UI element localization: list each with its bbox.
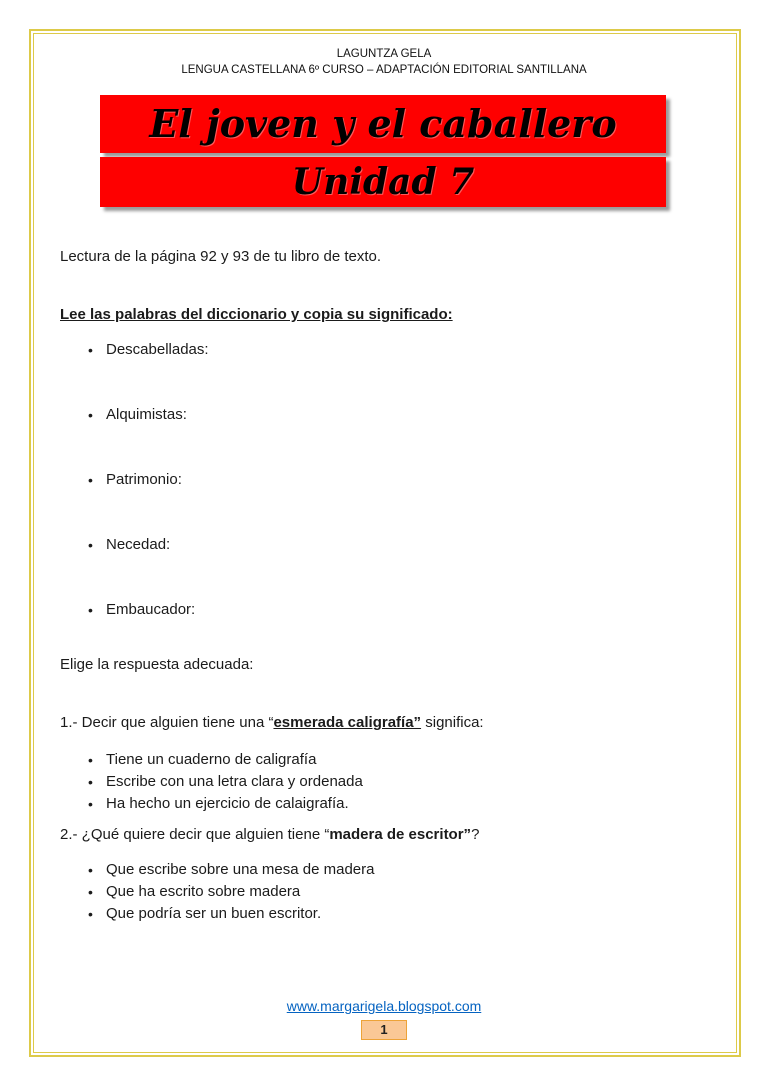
dictionary-word-label: Necedad: <box>106 536 171 553</box>
dictionary-word-label: Embaucador: <box>106 601 196 618</box>
dictionary-word-item <box>88 341 708 359</box>
banner-subtitle: Unidad 7 <box>291 161 475 203</box>
question-1 <box>60 714 708 732</box>
option-item <box>88 881 708 903</box>
option-item <box>88 771 708 793</box>
option-label: Que escribe sobre una mesa de madera <box>106 861 375 878</box>
question-1-suffix: significa: <box>421 714 484 731</box>
question-2-prefix: 2.- ¿Qué quiere decir que alguien tiene “ <box>60 826 330 843</box>
bullet-icon: • <box>88 342 93 358</box>
document-header <box>60 40 708 78</box>
dictionary-word-label: Alquimistas: <box>106 406 187 423</box>
bullet-icon: • <box>88 602 93 618</box>
question-1-highlight: esmerada caligrafía” <box>273 714 422 731</box>
question-2-highlight: madera de escritor” <box>329 826 472 843</box>
dictionary-section-heading: Lee las palabras del diccionario y copia su significado: <box>60 306 453 323</box>
question-2-options <box>60 859 708 925</box>
choose-section-heading: Elige la respuesta adecuada: <box>60 656 254 673</box>
option-item <box>88 903 708 925</box>
footer-link[interactable]: www.margarigela.blogspot.com <box>286 998 482 1014</box>
bullet-icon: • <box>88 862 93 878</box>
question-1-prefix: 1.- Decir que alguien tiene una “ <box>60 714 274 731</box>
page-number: 1 <box>380 1022 388 1037</box>
dictionary-word-item <box>88 601 708 619</box>
intro-text: Lectura de la página 92 y 93 de tu libro de texto. <box>60 248 382 265</box>
dictionary-word-label: Descabelladas: <box>106 341 209 358</box>
option-label: Escribe con una letra clara y ordenada <box>106 773 363 790</box>
dictionary-word-item <box>88 536 708 554</box>
page-content <box>60 40 708 925</box>
header-line-2: LENGUA CASTELLANA 6º CURSO – ADAPTACIÓN EDITORIAL SANTILLANA <box>181 64 587 76</box>
banner-title: El joven y el caballero <box>149 101 617 146</box>
title-banner <box>100 95 666 207</box>
dictionary-word-item <box>88 406 708 424</box>
option-label: Tiene un cuaderno de caligrafía <box>106 751 317 768</box>
banner-bar-top <box>100 95 666 153</box>
option-item <box>88 793 708 815</box>
page-footer <box>0 998 768 1040</box>
dictionary-word-label: Patrimonio: <box>106 471 182 488</box>
question-2-suffix: ? <box>471 826 480 843</box>
option-item <box>88 859 708 881</box>
header-line-1: LAGUNTZA GELA <box>336 48 432 60</box>
bullet-icon: • <box>88 774 93 790</box>
bullet-icon: • <box>88 752 93 768</box>
bullet-icon: • <box>88 472 93 488</box>
dictionary-word-list <box>60 341 708 619</box>
bullet-icon: • <box>88 537 93 553</box>
option-label: Ha hecho un ejercicio de calaigrafía. <box>106 795 349 812</box>
bullet-icon: • <box>88 796 93 812</box>
dictionary-word-item <box>88 471 708 489</box>
bullet-icon: • <box>88 906 93 922</box>
option-item <box>88 749 708 771</box>
bullet-icon: • <box>88 884 93 900</box>
option-label: Que ha escrito sobre madera <box>106 883 301 900</box>
page-number-box <box>361 1020 407 1040</box>
question-1-options <box>60 749 708 815</box>
bullet-icon: • <box>88 407 93 423</box>
banner-bar-bottom <box>100 157 666 207</box>
option-label: Que podría ser un buen escritor. <box>106 905 322 922</box>
question-2 <box>60 826 708 844</box>
